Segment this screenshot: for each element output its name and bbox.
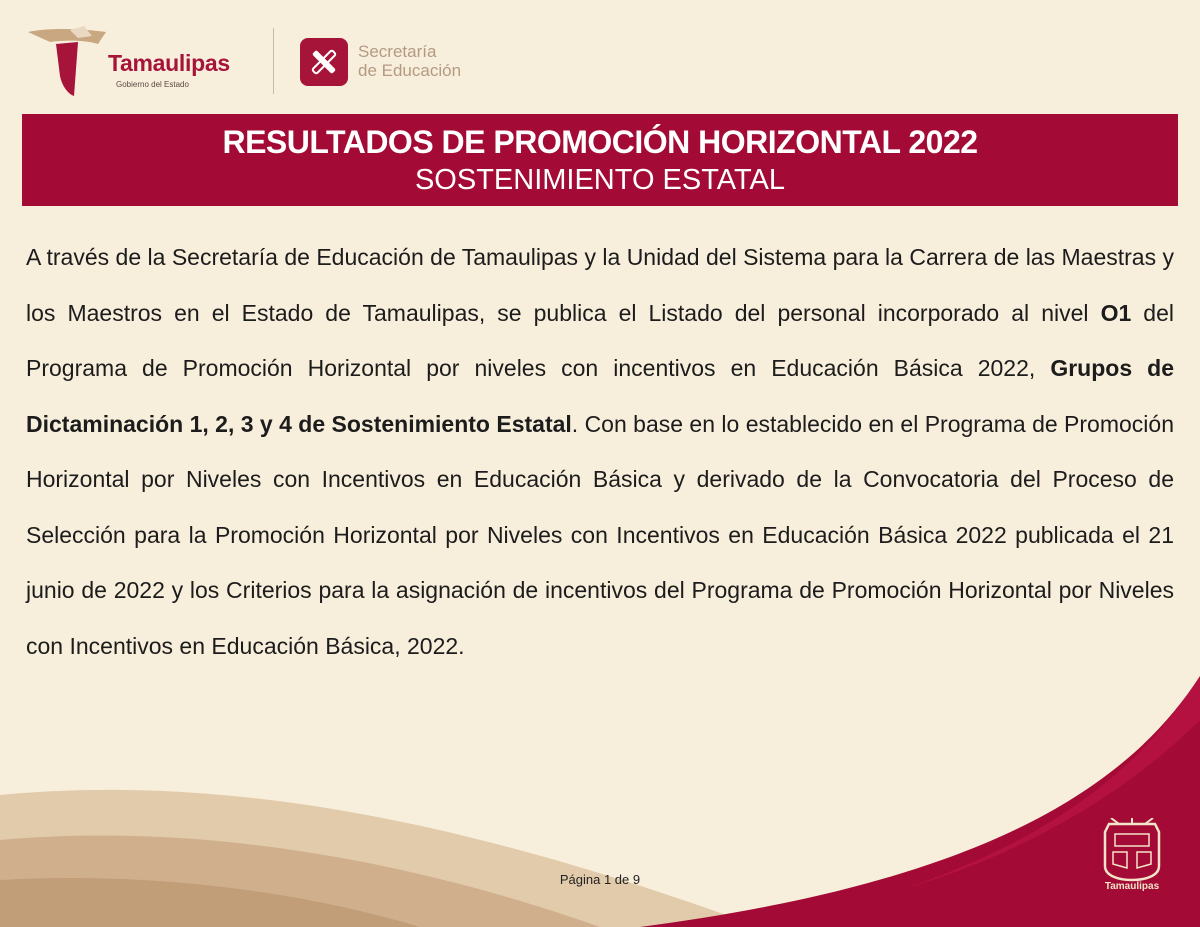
announcement-paragraph: [26, 230, 1174, 674]
secretariat-name-line1: Secretaría: [358, 42, 437, 61]
secretaria-educacion-logo: [298, 36, 498, 88]
paragraph-part-1: A través de la Secretaría de Educación de Tamaulipas y la Unidad del Sistema para la Carrera de las Maestras y los Maestros en el Estado de Tamaulipas, se publica el Listado del personal incorporado al nivel: [26, 244, 1174, 326]
tamaulipas-t-icon: [26, 26, 118, 98]
coat-of-arms-seal-icon: [1097, 818, 1167, 918]
page-subtitle: SOSTENIMIENTO ESTATAL: [414, 164, 786, 196]
tamaulipas-logo: [26, 26, 256, 98]
title-banner: [22, 114, 1178, 206]
state-logo-name: Tamaulipas: [108, 50, 230, 76]
logo-divider: [273, 28, 274, 94]
seal-label: Tamaulipas: [1104, 881, 1160, 892]
paragraph-part-3: . Con base en lo establecido en el Programa de Promoción Horizontal por Niveles con Incentivos en Educación Básica y derivado de la Convocatoria del Proceso de Selección para la Promoción Horizontal por Niveles con Incentivos en Educación Básica 2022 publicada el 21 junio de 2022 y los Criterios para la asignación de incentivos del Programa de Promoción Horizontal por Niveles con Incentivos en Educación Básica, 2022.: [26, 410, 1174, 659]
header-logos: [0, 0, 1200, 110]
secretariat-name-line2: de Educación: [358, 61, 462, 80]
paragraph-part-2: del Programa de Promoción Horizontal por niveles con incentivos en Educación Básica 2022,: [26, 299, 1174, 381]
page-number: Página 1 de 9: [559, 872, 641, 887]
state-logo-subtitle: Gobierno del Estado: [116, 80, 189, 89]
page-title: RESULTADOS DE PROMOCIÓN HORIZONTAL 2022: [222, 124, 978, 160]
pencil-ruler-icon: [300, 38, 348, 86]
dictamination-groups: Grupos de Dictaminación 1, 2, 3 y 4 de Sostenimiento Estatal: [26, 355, 1174, 437]
level-code: O1: [1100, 299, 1132, 326]
